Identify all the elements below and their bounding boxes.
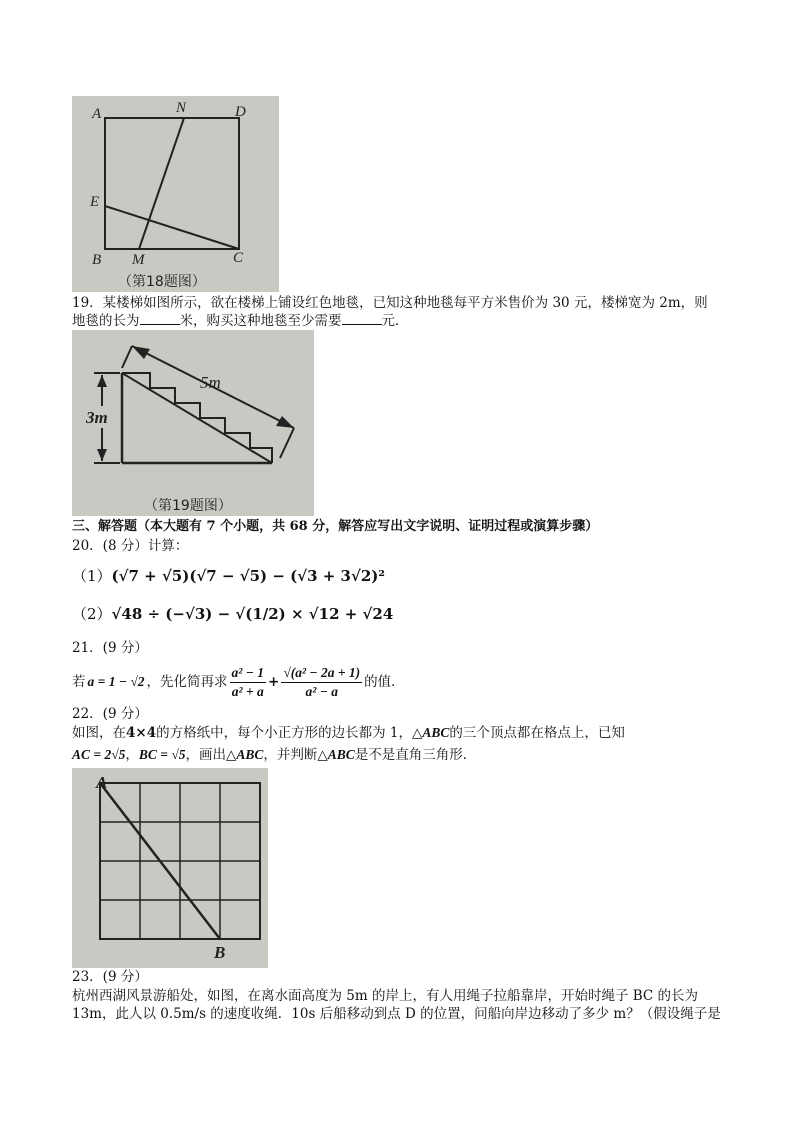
- q22-text-d: ，画出: [185, 747, 226, 763]
- q22-text-b: 的方格纸中，每个小正方形的边长都为 1，: [156, 725, 412, 741]
- label-M: M: [132, 252, 145, 268]
- q22-triangle-2: △ABC: [226, 747, 264, 762]
- q20-part2-expression: √48 ÷ (−√3) − √(1/2) × √12 + √24: [111, 605, 394, 623]
- q21-text-a: 若: [72, 674, 86, 690]
- q21-plus: +: [268, 674, 280, 690]
- q20-part1-expression: (√7 + √5)(√7 − √5) − (√3 + 3√2)²: [111, 567, 385, 585]
- q22-line2: [72, 746, 476, 764]
- q19-text-a: 地毯的长为: [72, 313, 140, 329]
- q20-part1-label: （1）: [72, 567, 112, 585]
- q19-line1: 19．某楼梯如图所示，欲在楼梯上铺设红色地毯，已知这种地毯每平方米售价为 30 元，楼梯宽为 2m，则: [72, 295, 708, 311]
- q21-fraction-2-numerator: √(a² − 2a + 1): [281, 664, 362, 683]
- q19-text-b: 米，购买这种地毯至少需要: [179, 313, 342, 329]
- grid-label-A: A: [96, 773, 108, 792]
- figure-18: [72, 96, 279, 292]
- q22-line1: [72, 724, 625, 742]
- label-C: C: [233, 250, 244, 266]
- q19-blank-cost: [342, 312, 382, 325]
- q22-triangle-1: △ABC: [412, 725, 450, 740]
- q22-text-e: ，并判断: [263, 747, 318, 763]
- q23-line1: 杭州西湖风景游船处，如图，在离水面高度为 5m 的岸上，有人用绳子拉船靠岸，开始时绳子 BC 的长为: [72, 988, 699, 1004]
- section-3-heading: 三、解答题（本大题有 7 个小题，共 68 分，解答应写出文字说明、证明过程或演算步骤）: [72, 519, 599, 534]
- q23-line2: 13m，此人以 0.5m/s 的速度收绳．10s 后船移动到点 D 的位置，问船向岸边移动了多少 m？（假设绳子是: [72, 1006, 721, 1022]
- figure-22-grid: [72, 768, 268, 968]
- label-D: D: [235, 104, 246, 120]
- q21-fraction-2-denominator: a² − a: [305, 683, 338, 699]
- q21-fraction-1-numerator: a² − 1: [230, 664, 266, 683]
- q22-header: 22．(9 分）: [72, 706, 148, 722]
- grid-label-B: B: [214, 943, 226, 962]
- q19-text-c: 元．: [381, 313, 409, 329]
- q21-condition: a = 1 − √2: [87, 674, 145, 689]
- q21-text-b: ，先化简再求: [146, 674, 228, 690]
- figure-18-diagram: [72, 96, 279, 292]
- q20-part2-label: （2）: [72, 605, 112, 623]
- figure-18-caption: （第18题图）: [118, 274, 206, 290]
- q22-sep: ，: [125, 747, 139, 763]
- figure-19-caption: （第19题图）: [144, 498, 232, 514]
- q19-blank-length: [140, 312, 180, 325]
- q21-header: 21．(9 分）: [72, 640, 148, 656]
- q22-triangle-3: △ABC: [317, 747, 355, 762]
- q20-header: 20．(8 分）计算：: [72, 538, 189, 554]
- q21-fraction-2: [281, 664, 362, 701]
- label-B: B: [92, 252, 102, 268]
- label-5m: 5m: [200, 373, 221, 392]
- label-A: A: [92, 106, 102, 122]
- q23-header: 23．(9 分）: [72, 969, 148, 985]
- label-E: E: [90, 194, 100, 210]
- figure-22: [72, 768, 268, 968]
- q22-ac: AC = 2√5: [72, 747, 126, 762]
- q22-text-a: 如图，在: [72, 725, 126, 741]
- q21-fraction-1-denominator: a² + a: [231, 683, 264, 699]
- figure-19: [72, 330, 314, 516]
- q20-part2: [72, 603, 393, 625]
- label-N: N: [176, 100, 187, 116]
- q22-text-f: 是不是直角三角形．: [354, 747, 477, 763]
- q22-text-c: 的三个顶点都在格点上，已知: [449, 725, 625, 741]
- q21-fraction-1: [230, 664, 266, 701]
- q19-line2: [72, 312, 409, 330]
- figure-19-diagram: [72, 330, 314, 516]
- q21-text-c: 的值．: [364, 674, 405, 690]
- q22-grid-size: 4×4: [126, 725, 157, 741]
- q22-bc: BC = √5: [138, 747, 186, 762]
- q20-part1: [72, 565, 385, 587]
- q21-body: [72, 660, 405, 704]
- label-3m: 3m: [86, 408, 108, 427]
